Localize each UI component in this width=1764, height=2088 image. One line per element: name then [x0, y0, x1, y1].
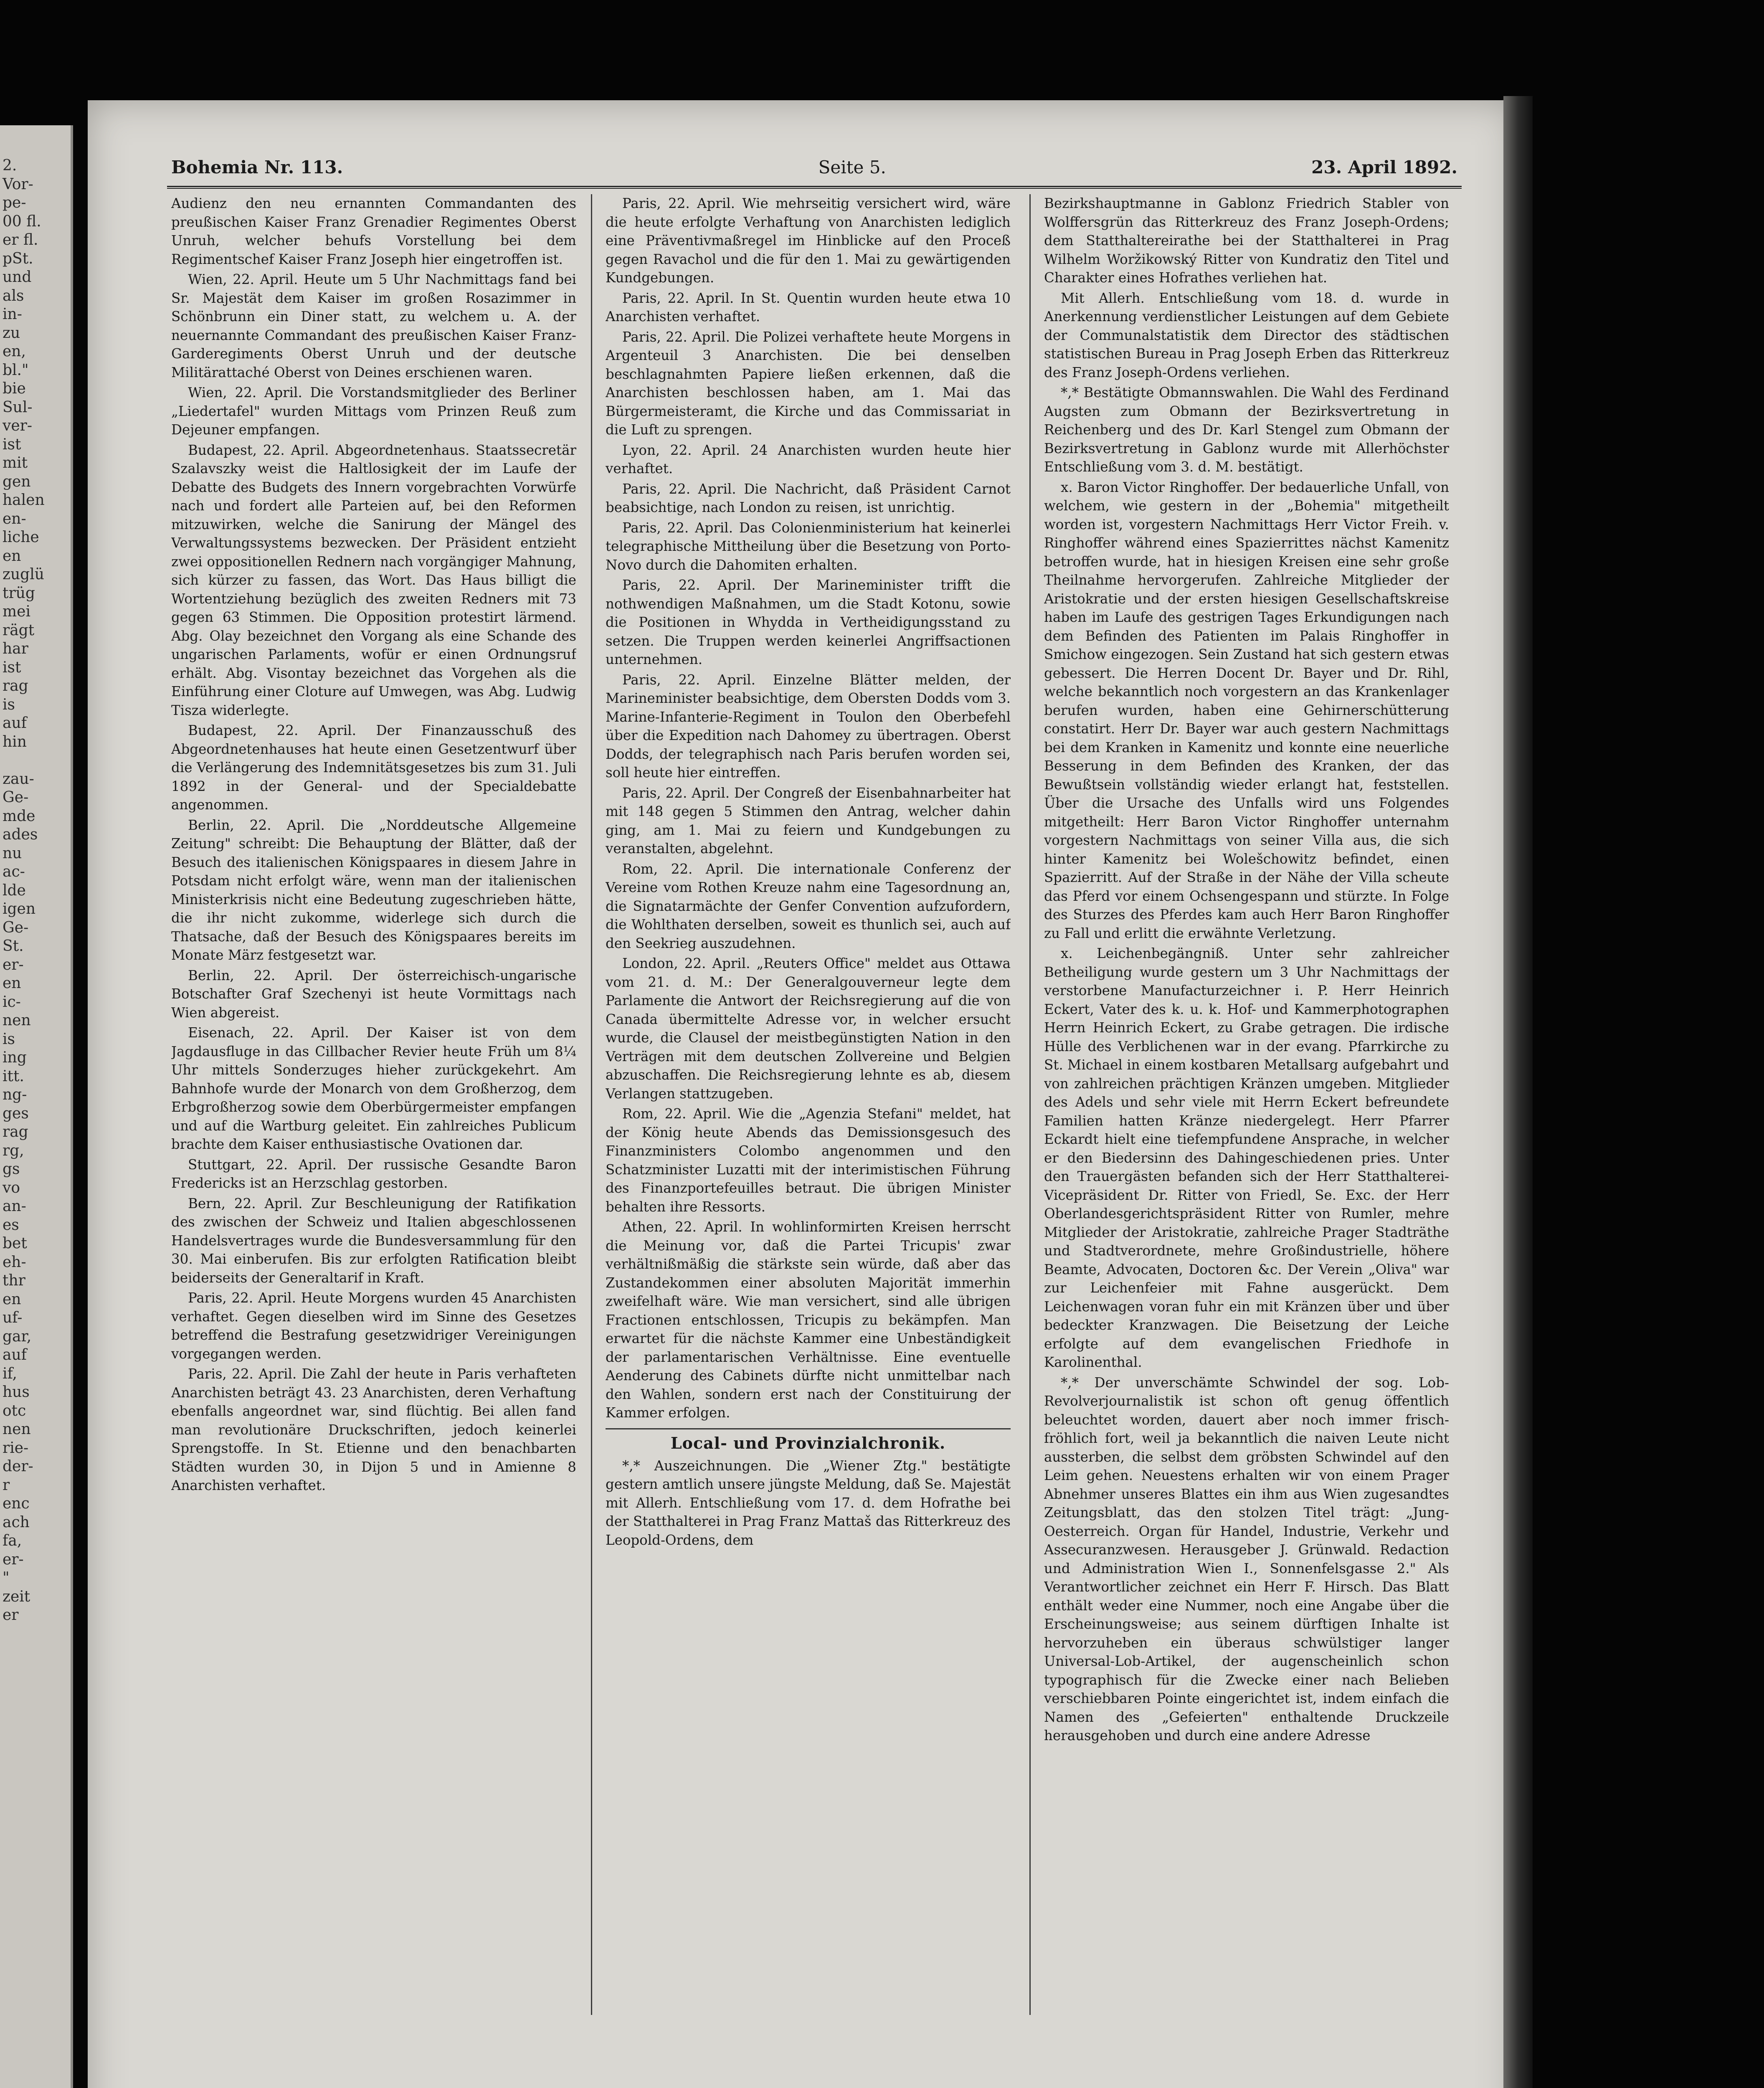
column-2: [606, 194, 1011, 2015]
page-header: [171, 150, 1457, 184]
news-item: Lyon, 22. April. 24 Anarchisten wurden heute hier verhaftet.: [606, 442, 1011, 476]
news-item: Berlin, 22. April. Die „Norddeutsche Allgemeine Zeitung" schreibt: Die Behauptung der Blätter, daß der Besuch des italienischen Königspaares in diesem Jahre in Potsdam nicht erfolgt wäre, wenn man der italienischen Ministerkrisis nicht eine Bedeutung zugeschrieben hätte, die ihr nicht zukomme, widerlege sich durch die Thatsache, daß der Besuch des Königspaares bereits im Monate März festgesetzt war.: [171, 817, 576, 963]
column-divider: [1029, 194, 1031, 2015]
news-item: Berlin, 22. April. Der österreichisch-ungarische Botschafter Graf Szechenyi ist heute Vormittags nach Wien abgereist.: [171, 967, 576, 1021]
news-item: Budapest, 22. April. Abgeordnetenhaus. Staatssecretär Szalavszky weist die Haltlosigkeit der im Laufe der Debatte des Budgets des Innern vorgebrachten Vorwürfe nach und fordert alle Parteien auf, bei den Reformen mitzuwirken, welche die Sanirung der Mängel des Verwaltungssystems bezwecken. Der Präsident entzieht zwei oppositionellen Rednern nach vorgängiger Mahnung, sich kürzer zu fassen, das Wort. Das Haus billigt die Wortentziehung bezüglich des zweiten Redners mit 73 gegen 63 Stimmen. Die Opposition protestirt lärmend. Abg. Olay bezeichnet den Vorgang als eine Schande des ungarischen Parlaments, wofür er einen Ordnungsruf erhält. Abg. Visontay bezeichnet das Vorgehen als die Einführung einer Cloture auf Umwegen, was Abg. Ludwig Tisza widerlegte.: [171, 442, 576, 718]
page-number: Seite 5.: [818, 157, 886, 177]
section-rule: [606, 1428, 1011, 1429]
news-item: Paris, 22. April. Heute Morgens wurden 45 Anarchisten verhaftet. Gegen dieselben wird im Sinne des Gesetzes betreffend die Bestrafung gesetzwidriger Vereinigungen vorgegangen werden.: [171, 1290, 576, 1362]
news-item: Paris, 22. April. Die Zahl der heute in Paris verhafteten Anarchisten beträgt 43. 23 Anarchisten, deren Verhaftung ebenfalls angeordnet war, sind flüchtig. Bei allen fand man revolutionäre Druckschriften, jedoch keinerlei Sprengstoffe. In St. Etienne und den benachbarten Städten wurden 30, in Dijon 5 und in Amienne 8 Anarchisten verhaftet.: [171, 1366, 576, 1493]
news-item: Paris, 22. April. Wie mehrseitig versichert wird, wäre die heute erfolgte Verhaftung von Anarchisten lediglich eine Präventivmaßregel im Hinblicke auf den Proceß gegen Ravachol und die für den 1. Mai zu gewärtigenden Kundgebungen.: [606, 195, 1011, 286]
news-item: Paris, 22. April. Der Congreß der Eisenbahnarbeiter hat mit 148 gegen 5 Stimmen den Antrag, welcher dahin ging, am 1. Mai zu feiern und Kundgebungen zu veranstalten, abgelehnt.: [606, 785, 1011, 856]
news-item: x. Leichenbegängniß. Unter sehr zahlreicher Betheiligung wurde gestern um 3 Uhr Nachmittags der verstorbene Manufacturzeichner i. P. Herr Heinrich Eckert, Vater des k. u. k. Hof- und Kammerphotographen Herrn Heinrich Eckert, zu Grabe getragen. Die irdische Hülle des Verblichenen war in der evang. Pfarrkirche zu St. Michael in einem kostbaren Metallsarg aufgebahrt und von zahlreichen prächtigen Kränzen umgeben. Mitglieder des Adels und sehr viele mit Herrn Eckert befreundete Familien hatten Kränze niedergelegt. Herr Pfarrer Eckardt hielt eine tiefempfundene Ansprache, in welcher er den Biedersinn des Dahingeschiedenen pries. Unter den Trauergästen befanden sich der Herr Statthalterei-Vicepräsident Dr. Ritter von Friedl, Se. Exc. der Herr Oberlandesgerichtspräsident Ritter von Rumler, mehre Mitglieder der Aristokratie, zahlreiche Prager Stadträthe und Stadtverordnete, mehre Großindustrielle, höhere Beamte, Advocaten, Doctoren &c. Der Verein „Oliva" war zur Leichenfeier mit Fahne ausgerückt. Dem Leichenwagen voran fuhr ein mit Kränzen über und über bedeckter Kranzwagen. Die Beisetzung der Leiche erfolgte auf dem evangelischen Friedhofe in Karolinenthal.: [1044, 945, 1449, 1370]
column-3: [1044, 194, 1449, 2015]
news-item: Wien, 22. April. Heute um 5 Uhr Nachmittags fand bei Sr. Majestät dem Kaiser im großen Rosazimmer in Schönbrunn ein Diner statt, zu welchem u. A. der neuernannte Commandant des preußischen Kaiser Franz-Garderegiments Oberst Unruh und der deutsche Militärattaché Oberst von Deines erschienen waren.: [171, 271, 576, 380]
news-item: Rom, 22. April. Wie die „Agenzia Stefani" meldet, hat der König heute Abends das Demissionsgesuch des Finanzministers Colombo angenommen und den Schatzminister Luzatti mit der interimistischen Führung des Finanzportefeuilles betraut. Die übrigen Minister behalten ihre Ressorts.: [606, 1106, 1011, 1215]
page-edge-shadow: [1503, 96, 1533, 2088]
issue-date: 23. April 1892.: [1311, 157, 1457, 177]
news-item: Bern, 22. April. Zur Beschleunigung der Ratifikation des zwischen der Schweiz und Italien abgeschlossenen Handelsvertrages wurde die Bundesversammlung für den 30. Mai einberufen. Bis zur erfolgten Ratification bleibt beiderseits der Generaltarif in Kraft.: [171, 1195, 576, 1286]
news-item: Paris, 22. April. Einzelne Blätter melden, der Marineminister beabsichtige, dem Obersten Dodds vom 3. Marine-Infanterie-Regiment in Toulon den Oberbefehl über die Expedition nach Dahomey zu übertragen. Oberst Dodds, der telegraphisch nach Paris berufen worden sei, soll heute hier eintreffen.: [606, 672, 1011, 780]
news-item: Paris, 22. April. Das Colonienministerium hat keinerlei telegraphische Mittheilung über die Besetzung von Porto-Novo durch die Dahomiten erhalten.: [606, 519, 1011, 573]
news-item: London, 22. April. „Reuters Office" meldet aus Ottawa vom 21. d. M.: Der Generalgouverneur legte dem Parlamente die Antwort der Reichsregierung auf die von Canada übermittelte Adresse vor, in welcher ersucht wurde, die Clausel der meistbegünstigten Nation in den Verträgen mit dem deutschen Zollvereine und Belgien abzuschaffen. Die Reichsregierung lehnte es ab, diesem Verlangen stattzugeben.: [606, 955, 1011, 1102]
header-rule: [167, 186, 1462, 189]
newspaper-page: [88, 100, 1516, 2088]
news-item: *,* Bestätigte Obmannswahlen. Die Wahl des Ferdinand Augsten zum Obmann der Bezirksvertretung in Reichenberg und des Dr. Karl Stengel zum Obmann der Bezirksvertretung in Gablonz wurde mit Allerhöchster Entschließung vom 3. d. M. bestätigt.: [1044, 385, 1449, 475]
news-item: Rom, 22. April. Die internationale Conferenz der Vereine vom Rothen Kreuze nahm eine Tagesordnung an, die Signatarmächte der Genfer Convention aufzufordern, die Wohlthaten derselben, soweit es thunlich sei, auch auf den Seekrieg auszudehnen.: [606, 861, 1011, 951]
news-item: Paris, 22. April. Der Marineminister trifft die nothwendigen Maßnahmen, um die Stadt Kotonu, sowie die Positionen in Whydda in Vertheidigungsstand zu setzen. Die Truppen werden keinerlei Angriffsactionen unternehmen.: [606, 577, 1011, 667]
news-item: Wien, 22. April. Die Vorstandsmitglieder des Berliner „Liedertafel" wurden Mittags vom Prinzen Reuß zum Dejeuner empfangen.: [171, 385, 576, 438]
column-1: [171, 194, 576, 2015]
news-item: Stuttgart, 22. April. Der russische Gesandte Baron Fredericks ist an Herzschlag gestorben.: [171, 1156, 576, 1191]
news-item: *,* Auszeichnungen. Die „Wiener Ztg." bestätigte gestern amtlich unsere jüngste Meldung, daß Se. Majestät mit Allerh. Entschließung vom 17. d. dem Hofrathe bei der Statthalterei in Prag Franz Mattaš das Ritterkreuz des Leopold-Ordens, dem: [606, 1457, 1011, 1548]
adjacent-page-fragment: [0, 125, 73, 2088]
news-item: Paris, 22. April. Die Polizei verhaftete heute Morgens in Argenteuil 3 Anarchisten. Die bei denselben beschlagnahmten Papiere ließen erkennen, daß die Anarchisten beschlossen haben, am 1. Mai das Bürgermeisteramt, die Kirche und das Commissariat in die Luft zu sprengen.: [606, 329, 1011, 438]
news-item: x. Baron Victor Ringhoffer. Der bedauerliche Unfall, von welchem, wie gestern in der „Bohemia" mitgetheilt worden ist, vorgestern Nachmittags Herr Victor Freih. v. Ringhoffer während eines Spazierrittes nächst Kamenitz betroffen wurde, hat in hiesigen Kreisen eine sehr große Theilnahme hervorgerufen. Zahlreiche Mitglieder der Aristokratie und der ersten hiesigen Gesellschaftskreise haben im Laufe des gestrigen Tages Erkundigungen nach dem Befinden des Patienten im Palais Ringhoffer in Smichow eingezogen. Sein Zustand hat sich gestern etwas gebessert. Die Herren Docent Dr. Bayer und Dr. Rihl, welche bekanntlich noch vorgestern an das Krankenlager berufen wurden, haben eine Gehirnerschütterung constatirt. Herr Dr. Bayer war auch gestern Nachmittags bei dem Kranken in Kamenitz und konnte eine neuerliche Besserung in dem Befinden des Kranken, der das Bewußtsein vollständig wieder erlangt hat, feststellen. Über die Ursache des Unfalls wird uns Folgendes mitgetheilt: Herr Baron Victor Ringhoffer unternahm vorgestern Nachmittags von seiner Villa aus, die sich hinter Kamenitz bei Wolešchowitz befindet, einen Spazierritt. Auf der Straße in der Nähe der Villa scheute das Pferd vor einem Ochsengespann und stürzte. In Folge des Sturzes des Pferdes kam auch Herr Baron Ringhoffer zu Fall und erlitt die erwähnte Verletzung.: [1044, 479, 1449, 941]
news-item: Audienz den neu ernannten Commandanten des preußischen Kaiser Franz Grenadier Regimentes Oberst Unruh, welcher behufs Vorstellung bei dem Regimentschef Kaiser Franz Joseph hier eingetroffen ist.: [171, 195, 576, 267]
news-item: Budapest, 22. April. Der Finanzausschuß des Abgeordnetenhauses hat heute einen Gesetzentwurf über die Verlängerung des Indemnitätsgesetzes bis zum 31. Juli 1892 in der General- und der Specialdebatte angenommen.: [171, 722, 576, 813]
news-item: *,* Der unverschämte Schwindel der sog. Lob-Revolverjournalistik ist schon oft genug öffentlich beleuchtet worden, dauert aber noch immer frisch-fröhlich fort, weil ja bekanntlich die naiven Leute nicht aussterben, die selbst dem gröbsten Schwindel auf den Leim gehen. Neuestens erhalten wir von einem Prager Abnehmer unseres Blattes ein ihm aus Wien zugesandtes Zeitungsblatt, das den stolzen Titel trägt: „Jung-Oesterreich. Organ für Handel, Industrie, Verkehr und Assecuranzwesen. Herausgeber J. Grünwald. Redaction und Administration Wien I., Sonnenfelsgasse 2." Als Verantwortlicher zeichnet ein Herr F. Hirsch. Das Blatt enthält weder eine Nummer, noch eine Angabe über die Erscheinungsweise; aus seinem dürftigen Inhalte ist hervorzuheben ein überaus schwülstiger langer Universal-Lob-Artikel, der augenscheinlich schon typographisch für die Zwecke einer nach Belieben verschiebbaren Pointe eingerichtet ist, indem einfach die Namen des „Gefeierten" enthaltende Druckzeile herausgehoben und durch eine andere Adresse: [1044, 1374, 1449, 1743]
column-divider: [591, 194, 592, 2015]
news-item: Paris, 22. April. Die Nachricht, daß Präsident Carnot beabsichtige, nach London zu reisen, ist unrichtig.: [606, 481, 1011, 515]
news-item: Bezirkshauptmanne in Gablonz Friedrich Stabler von Wolffersgrün das Ritterkreuz des Franz Joseph-Ordens; dem Statthaltereirathe bei der Statthalterei in Prag Wilhelm Woržikowský Ritter von Kundratiz den Titel und Charakter eines Hofrathes verliehen hat.: [1044, 195, 1449, 286]
adjacent-page-text: 2. Vor- pe- 00 fl. er fl. pSt. und als in- zu en, bl." bie Sul- ver- ist mit gen halen en- liche en zuglü trüg mei rägt har ist rag is auf hin zau- Ge- mde ades nu ac- lde igen Ge- St. er- en ic- nen is ing itt. ng- ges rag rg, gs vo an- es bet eh- thr en uf- gar, auf if, hus otc nen rie- der- r enc ach fa, er- " zeit er: [3, 157, 45, 1624]
news-item: Mit Allerh. Entschließung vom 18. d. wurde in Anerkennung verdienstlicher Leistungen auf dem Gebiete der Communalstatistik dem Director des städtischen statistischen Bureau in Prag Joseph Erben das Ritterkreuz des Franz Joseph-Ordens verliehen.: [1044, 290, 1449, 380]
news-item: Paris, 22. April. In St. Quentin wurden heute etwa 10 Anarchisten verhaftet.: [606, 290, 1011, 324]
section-heading: Local- und Provinzialchronik.: [670, 1433, 946, 1452]
news-item: Eisenach, 22. April. Der Kaiser ist von dem Jagdausfluge in das Cillbacher Revier heute Früh um 8¼ Uhr mittels Sonderzuges hieher zurückgekehrt. Am Bahnhofe wurde der Monarch von dem Großherzog, dem Erbgroßherzog sowie dem Oberbürgermeister empfangen und auf die Wartburg geleitet. Ein zahlreiches Publicum brachte dem Kaiser enthusiastische Ovationen dar.: [171, 1025, 576, 1152]
news-item: Athen, 22. April. In wohlinformirten Kreisen herrscht die Meinung vor, daß die Partei Tricupis' zwar verhältnißmäßig die stärkste sein würde, daß aber das Zustandekommen einer absoluten Majorität immerhin zweifelhaft wäre. Wie man versichert, sind alle übrigen Fractionen entschlossen, Tricupis zu bekämpfen. Man erwartet für die nächste Kammer eine Unbeständigkeit der parlamentarischen Verhältnisse. Eine eventuelle Aenderung des Cabinets dürfte nicht unmittelbar nach den Wahlen, sondern erst nach der Constituirung der Kammer erfolgen.: [606, 1219, 1011, 1421]
masthead-issue: Bohemia Nr. 113.: [171, 157, 343, 177]
